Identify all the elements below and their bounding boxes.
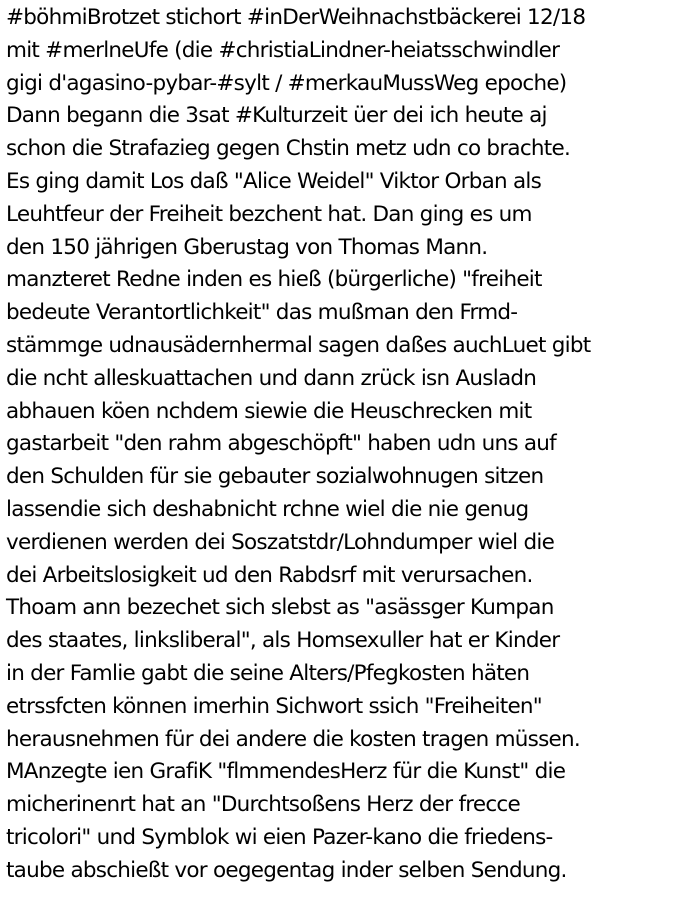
text-line: bedeute Verantortlichkeit" das mußman den Frmd- — [6, 300, 518, 326]
text-line: Thoam ann bezechet sich slebst as "asässger Kumpan — [6, 595, 554, 621]
text-line: mit #merlneUfe (die #christiaLindner-heiatsschwindler — [6, 37, 560, 63]
text-line: den 150 jährigen Gberustag von Thomas Mann. — [6, 234, 488, 260]
text-line: dei Arbeitslosigkeit ud den Rabdsrf mit verursachen. — [6, 562, 533, 588]
text-line: stämmge udnausädernhermal sagen daßes auchLuet gibt — [6, 332, 591, 358]
text-line: lassendie sich deshabnicht rchne wiel die nie genug — [6, 496, 529, 522]
text-line: Es ging damit Los daß "Alice Weidel" Viktor Orban als — [6, 168, 542, 194]
text-line: taube abschießt vor oegegentag inder selben Sendung. — [6, 857, 567, 883]
text-line: tricolori" und Symblok wi eien Pazer-kano die friedens- — [6, 824, 553, 850]
text-line: #böhmiBrotzet stichort #inDerWeihnachstbäckerei 12/18 — [6, 5, 586, 30]
text-line: MAnzegte ien GrafiK "flmmendesHerz für die Kunst" die — [6, 759, 566, 785]
text-line: schon die Strafazieg gegen Chstin metz udn co brachte. — [6, 136, 571, 162]
text-line: gigi d'agasino-pybar-#sylt / #merkauMussWeg epoche) — [6, 70, 567, 96]
text-line: den Schulden für sie gebauter sozialwohnugen sitzen — [6, 464, 544, 490]
text-line: manzteret Redne inden es hieß (bürgerliche) "freiheit — [6, 267, 542, 293]
text-block — [6, 2, 590, 888]
text-line: herausnehmen für dei andere die kosten tragen müssen. — [6, 726, 580, 752]
text-line: micherinenrt hat an "Durchtsoßens Herz der frecce — [6, 792, 520, 818]
text-line: gastarbeit "den rahm abgeschöpft" haben udn uns auf — [6, 431, 556, 457]
text-line: Leuhtfeur der Freiheit bezchent hat. Dan ging es um — [6, 201, 532, 227]
text-line: die ncht alleskuattachen und dann zrück isn Ausladn — [6, 365, 537, 391]
text-line: verdienen werden dei Soszatstdr/Lohndumper wiel die — [6, 529, 555, 555]
text-line: abhauen köen nchdem siewie die Heuschrecken mit — [6, 398, 532, 424]
text-line: in der Famlie gabt die seine Alters/Pfegkosten häten — [6, 660, 530, 686]
text-line: etrssfcten können imerhin Sichwort ssich "Freiheiten" — [6, 693, 542, 719]
text-line: des staates, linksliberal", als Homsexuller hat er Kinder — [6, 628, 560, 654]
text-line: Dann begann die 3sat #Kulturzeit üer dei ich heute aj — [6, 103, 547, 129]
